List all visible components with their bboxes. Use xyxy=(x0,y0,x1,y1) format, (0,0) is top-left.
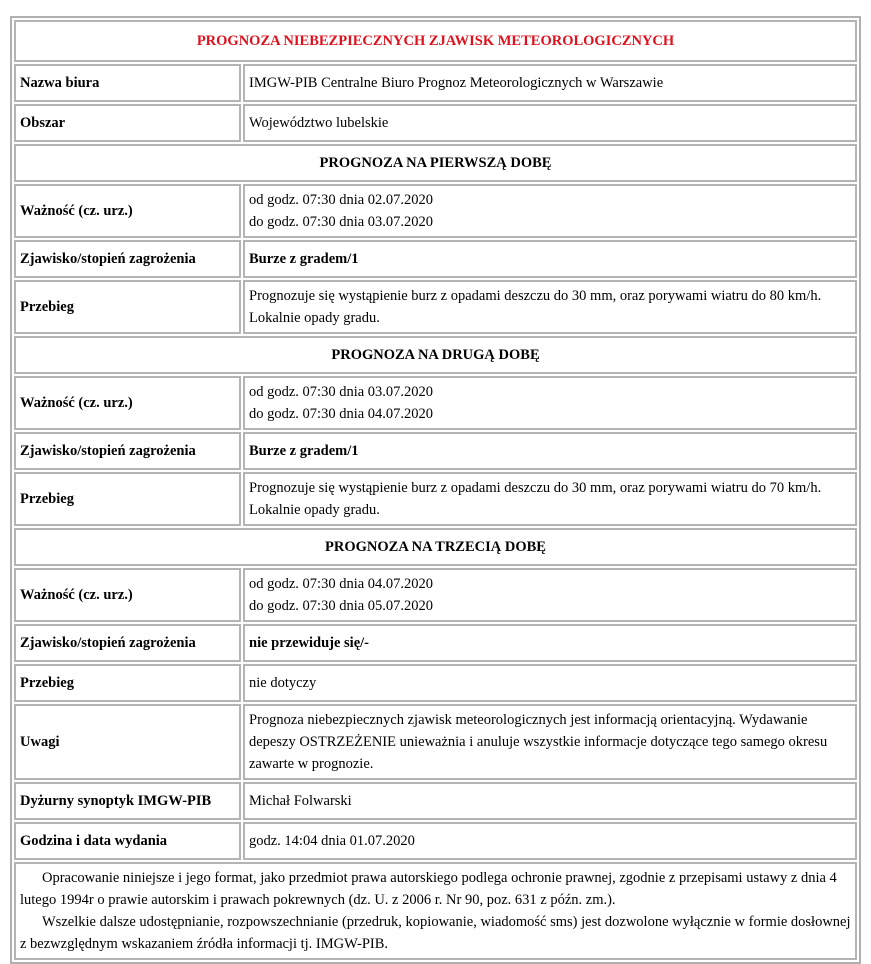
day3-course-label: Przebieg xyxy=(14,664,241,702)
forecaster-label: Dyżurny synoptyk IMGW-PIB xyxy=(14,782,241,820)
issued-label: Godzina i data wydania xyxy=(14,822,241,860)
day3-validity-from: od godz. 07:30 dnia 04.07.2020 xyxy=(249,576,434,592)
day1-phenomenon-value: Burze z gradem/1 xyxy=(243,240,857,278)
day3-validity-label: Ważność (cz. urz.) xyxy=(14,568,241,622)
day2-course-label: Przebieg xyxy=(14,472,241,526)
day2-validity-to: do godz. 07:30 dnia 04.07.2020 xyxy=(249,406,434,422)
forecaster-value: Michał Folwarski xyxy=(243,782,857,820)
day1-phenomenon-label: Zjawisko/stopień zagrożenia xyxy=(14,240,241,278)
forecast-table xyxy=(10,16,861,964)
remarks-value: Prognoza niebezpiecznych zjawisk meteorologicznych jest informacją orientacyjną. Wydawanie depeszy OSTRZEŻENIE unieważnia i anuluje wszystkie informacje dotyczące tego samego okresu zawarte w prognozie. xyxy=(243,704,857,780)
issued-value: godz. 14:04 dnia 01.07.2020 xyxy=(243,822,857,860)
area-value: Województwo lubelskie xyxy=(243,104,857,142)
copyright-paragraph-1: Opracowanie niniejsze i jego format, jako przedmiot prawa autorskiego podlega ochronie prawnej, zgodnie z przepisami ustawy z dnia 4 lutego 1994r o prawie autorskim i prawach pokrewnych (dz. U. z 2006 r. Nr 90, poz. 631 z późn. zm.). xyxy=(20,870,837,908)
area-label: Obszar xyxy=(14,104,241,142)
page-title: PROGNOZA NIEBEZPIECZNYCH ZJAWISK METEOROLOGICZNYCH xyxy=(14,20,857,62)
day2-validity-label: Ważność (cz. urz.) xyxy=(14,376,241,430)
day1-header: PROGNOZA NA PIERWSZĄ DOBĘ xyxy=(14,144,857,182)
day1-validity-label: Ważność (cz. urz.) xyxy=(14,184,241,238)
day3-phenomenon-label: Zjawisko/stopień zagrożenia xyxy=(14,624,241,662)
day1-course-label: Przebieg xyxy=(14,280,241,334)
day2-phenomenon-label: Zjawisko/stopień zagrożenia xyxy=(14,432,241,470)
day2-validity-from: od godz. 07:30 dnia 03.07.2020 xyxy=(249,384,434,400)
day1-validity-value xyxy=(243,184,857,238)
remarks-label: Uwagi xyxy=(14,704,241,780)
day2-course-value: Prognozuje się wystąpienie burz z opadami deszczu do 30 mm, oraz porywami wiatru do 70 km/h. Lokalnie opady gradu. xyxy=(243,472,857,526)
copyright-notice xyxy=(14,862,857,960)
day3-course-value: nie dotyczy xyxy=(243,664,857,702)
day1-validity-to: do godz. 07:30 dnia 03.07.2020 xyxy=(249,214,434,230)
day2-header: PROGNOZA NA DRUGĄ DOBĘ xyxy=(14,336,857,374)
day2-phenomenon-value: Burze z gradem/1 xyxy=(243,432,857,470)
day1-validity-from: od godz. 07:30 dnia 02.07.2020 xyxy=(249,192,434,208)
copyright-paragraph-2: Wszelkie dalsze udostępnianie, rozpowszechnianie (przedruk, kopiowanie, wiadomość sms) jest dozwolone wyłącznie w formie dosłownej z bezwzględnym wskazaniem źródła informacji tj. IMGW-PIB. xyxy=(20,914,851,952)
day3-validity-value xyxy=(243,568,857,622)
day3-header: PROGNOZA NA TRZECIĄ DOBĘ xyxy=(14,528,857,566)
office-value: IMGW-PIB Centralne Biuro Prognoz Meteorologicznych w Warszawie xyxy=(243,64,857,102)
day2-validity-value xyxy=(243,376,857,430)
day3-validity-to: do godz. 07:30 dnia 05.07.2020 xyxy=(249,598,434,614)
day3-phenomenon-value: nie przewiduje się/- xyxy=(243,624,857,662)
office-label: Nazwa biura xyxy=(14,64,241,102)
day1-course-value: Prognozuje się wystąpienie burz z opadami deszczu do 30 mm, oraz porywami wiatru do 80 km/h. Lokalnie opady gradu. xyxy=(243,280,857,334)
